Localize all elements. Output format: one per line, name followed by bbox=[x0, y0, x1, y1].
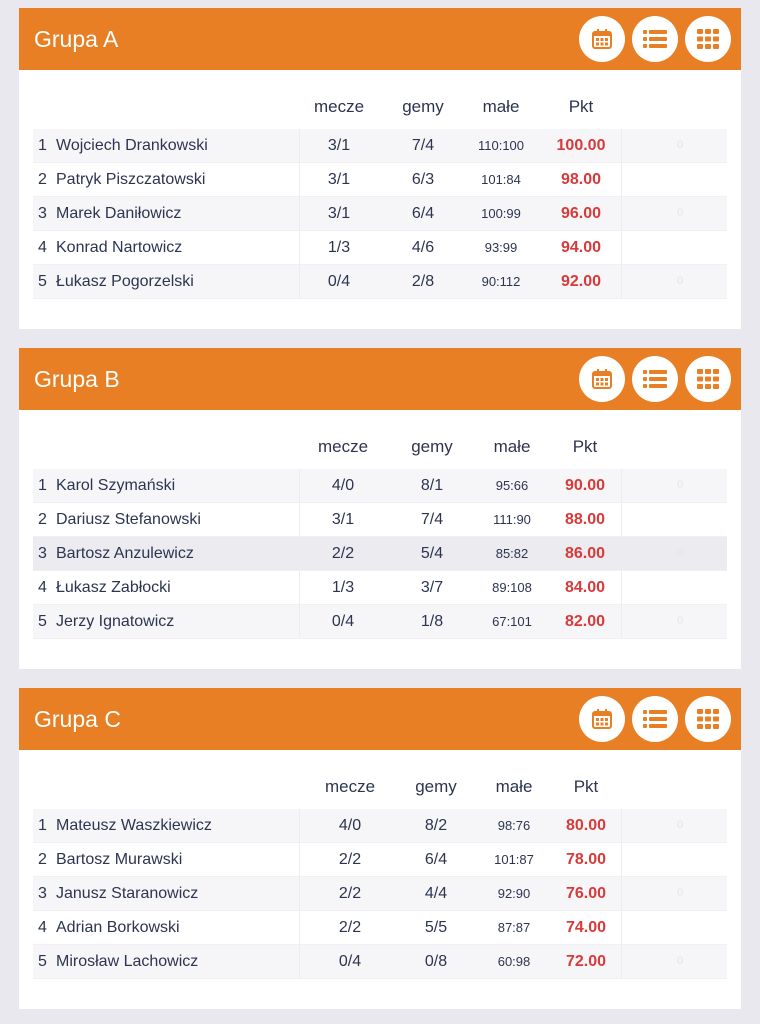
column-divider bbox=[621, 911, 622, 944]
column-divider bbox=[299, 843, 300, 876]
games-value: 1/8 bbox=[420, 613, 444, 630]
matches-value: 4/0 bbox=[331, 477, 355, 494]
column-header-matches: mecze bbox=[313, 97, 365, 116]
group-card bbox=[19, 348, 741, 669]
games-value: 7/4 bbox=[411, 137, 435, 154]
player-rank: 4 bbox=[38, 239, 47, 256]
small-points-value: 90:112 bbox=[481, 274, 521, 289]
column-divider bbox=[621, 843, 622, 876]
group-title: Grupa C bbox=[34, 706, 121, 732]
points-value: 78.00 bbox=[565, 851, 607, 868]
extra-value: 0 bbox=[676, 479, 684, 491]
standings-table bbox=[33, 129, 727, 299]
player-rank: 3 bbox=[38, 885, 47, 902]
group-header bbox=[19, 348, 741, 410]
points-value: 90.00 bbox=[564, 477, 606, 494]
list-button[interactable] bbox=[632, 696, 678, 742]
small-points-value: 98:76 bbox=[497, 818, 531, 833]
matches-value: 1/3 bbox=[331, 579, 355, 596]
player-name: Bartosz Anzulewicz bbox=[56, 545, 194, 562]
extra-value bbox=[665, 911, 695, 944]
player-name: Jerzy Ignatowicz bbox=[56, 613, 175, 630]
extra-value bbox=[665, 503, 695, 536]
column-divider bbox=[621, 197, 622, 230]
small-points-value: 110:100 bbox=[477, 138, 525, 153]
small-points-value: 85:82 bbox=[495, 546, 529, 561]
small-points-value: 100:99 bbox=[481, 206, 521, 221]
column-divider bbox=[621, 503, 622, 536]
column-header-games: gemy bbox=[411, 437, 453, 456]
player-rank: 5 bbox=[38, 613, 47, 630]
table-row[interactable] bbox=[33, 129, 727, 163]
extra-value: 0 bbox=[676, 819, 684, 831]
group-title: Grupa B bbox=[34, 366, 120, 392]
group-card bbox=[19, 688, 741, 1009]
player-name: Łukasz Pogorzelski bbox=[56, 273, 194, 290]
player-name: Bartosz Murawski bbox=[56, 851, 183, 868]
matches-value: 2/2 bbox=[338, 851, 362, 868]
small-points-value: 92:90 bbox=[497, 886, 531, 901]
matches-value: 4/0 bbox=[338, 817, 362, 834]
games-value: 5/4 bbox=[420, 545, 444, 562]
small-points-value: 101:84 bbox=[481, 172, 521, 187]
points-value: 82.00 bbox=[564, 613, 606, 630]
matches-value: 3/1 bbox=[327, 171, 351, 188]
extra-value: 0 bbox=[676, 615, 684, 627]
player-rank: 4 bbox=[38, 579, 47, 596]
extra-value: 0 bbox=[676, 955, 684, 967]
table-row[interactable] bbox=[33, 537, 727, 571]
table-row[interactable] bbox=[33, 809, 727, 843]
grid-icon bbox=[697, 29, 719, 49]
column-divider bbox=[621, 231, 622, 264]
points-value: 84.00 bbox=[564, 579, 606, 596]
column-divider bbox=[621, 265, 622, 298]
games-value: 3/7 bbox=[420, 579, 444, 596]
grid-button[interactable] bbox=[685, 696, 731, 742]
column-divider bbox=[621, 605, 622, 638]
column-divider bbox=[299, 945, 300, 978]
column-divider bbox=[621, 163, 622, 196]
extra-value: 0 bbox=[676, 275, 684, 287]
points-value: 76.00 bbox=[565, 885, 607, 902]
column-divider bbox=[621, 571, 622, 604]
column-header-points: Pkt bbox=[573, 777, 599, 796]
extra-value bbox=[665, 231, 695, 264]
player-rank: 3 bbox=[38, 205, 47, 222]
player-rank: 2 bbox=[38, 171, 47, 188]
group-header bbox=[19, 688, 741, 750]
points-value: 88.00 bbox=[564, 511, 606, 528]
extra-value bbox=[665, 571, 695, 604]
table-row[interactable] bbox=[33, 469, 727, 503]
list-button[interactable] bbox=[632, 356, 678, 402]
player-name: Janusz Staranowicz bbox=[56, 885, 199, 902]
calendar-icon bbox=[591, 28, 613, 50]
games-value: 4/6 bbox=[411, 239, 435, 256]
points-value: 80.00 bbox=[565, 817, 607, 834]
group-title: Grupa A bbox=[34, 26, 119, 52]
games-value: 6/4 bbox=[424, 851, 448, 868]
column-divider bbox=[621, 469, 622, 502]
matches-value: 1/3 bbox=[327, 239, 351, 256]
small-points-value: 89:108 bbox=[492, 580, 532, 595]
table-row[interactable] bbox=[33, 945, 727, 979]
matches-value: 3/1 bbox=[327, 205, 351, 222]
column-divider bbox=[299, 503, 300, 536]
table-row[interactable] bbox=[33, 503, 727, 537]
matches-value: 0/4 bbox=[331, 613, 355, 630]
matches-value: 2/2 bbox=[338, 919, 362, 936]
column-divider bbox=[621, 945, 622, 978]
column-header-matches: mecze bbox=[317, 437, 369, 456]
player-name: Mirosław Lachowicz bbox=[56, 953, 199, 970]
list-button[interactable] bbox=[632, 16, 678, 62]
column-header-games: gemy bbox=[415, 777, 457, 796]
column-divider bbox=[299, 605, 300, 638]
player-rank: 2 bbox=[38, 511, 47, 528]
column-divider bbox=[299, 571, 300, 604]
table-row[interactable] bbox=[33, 605, 727, 639]
points-value: 72.00 bbox=[565, 953, 607, 970]
player-name: Łukasz Zabłocki bbox=[56, 579, 171, 596]
matches-value: 2/2 bbox=[331, 545, 355, 562]
player-rank: 3 bbox=[38, 545, 47, 562]
small-points-value: 60:98 bbox=[497, 954, 531, 969]
small-points-value: 93:99 bbox=[484, 240, 518, 255]
column-divider bbox=[621, 537, 622, 570]
calendar-button[interactable] bbox=[579, 16, 625, 62]
extra-value: 0 bbox=[676, 139, 684, 151]
player-name: Marek Daniłowicz bbox=[56, 205, 182, 222]
player-rank: 2 bbox=[38, 851, 47, 868]
table-row[interactable] bbox=[33, 571, 727, 605]
player-name: Adrian Borkowski bbox=[56, 919, 180, 936]
matches-value: 0/4 bbox=[327, 273, 351, 290]
column-header-points: Pkt bbox=[568, 97, 594, 116]
calendar-icon bbox=[591, 368, 613, 390]
table-row[interactable] bbox=[33, 163, 727, 197]
extra-value: 0 bbox=[676, 207, 684, 219]
calendar-icon bbox=[591, 708, 613, 730]
extra-value: 0 bbox=[676, 547, 684, 559]
grid-button[interactable] bbox=[685, 356, 731, 402]
small-points-value: 111:90 bbox=[493, 512, 531, 527]
table-row[interactable] bbox=[33, 877, 727, 911]
column-header-games: gemy bbox=[402, 97, 444, 116]
table-row[interactable] bbox=[33, 911, 727, 945]
player-rank: 1 bbox=[38, 477, 47, 494]
matches-value: 2/2 bbox=[338, 885, 362, 902]
column-divider bbox=[299, 877, 300, 910]
points-value: 94.00 bbox=[560, 239, 602, 256]
table-row[interactable] bbox=[33, 265, 727, 299]
games-value: 8/2 bbox=[424, 817, 448, 834]
standings-table bbox=[33, 809, 727, 979]
grid-button[interactable] bbox=[685, 16, 731, 62]
table-row[interactable] bbox=[33, 231, 727, 265]
player-name: Dariusz Stefanowski bbox=[56, 511, 201, 528]
player-rank: 1 bbox=[38, 817, 47, 834]
games-value: 7/4 bbox=[420, 511, 444, 528]
matches-value: 3/1 bbox=[331, 511, 355, 528]
column-header-small: małe bbox=[495, 777, 533, 796]
list-icon bbox=[643, 369, 667, 389]
points-value: 92.00 bbox=[560, 273, 602, 290]
player-name: Konrad Nartowicz bbox=[56, 239, 183, 256]
extra-value bbox=[665, 163, 695, 196]
games-value: 5/5 bbox=[424, 919, 448, 936]
player-name: Wojciech Drankowski bbox=[56, 137, 208, 154]
column-divider bbox=[299, 911, 300, 944]
column-divider bbox=[299, 537, 300, 570]
player-name: Patryk Piszczatowski bbox=[56, 171, 206, 188]
games-value: 2/8 bbox=[411, 273, 435, 290]
list-icon bbox=[643, 29, 667, 49]
table-row[interactable] bbox=[33, 197, 727, 231]
player-rank: 5 bbox=[38, 273, 47, 290]
player-name: Karol Szymański bbox=[56, 477, 176, 494]
small-points-value: 87:87 bbox=[497, 920, 531, 935]
group-card bbox=[19, 8, 741, 329]
group-header bbox=[19, 8, 741, 70]
games-value: 6/4 bbox=[411, 205, 435, 222]
standings-table bbox=[33, 469, 727, 639]
points-value: 96.00 bbox=[560, 205, 602, 222]
extra-value: 0 bbox=[676, 887, 684, 899]
small-points-value: 95:66 bbox=[495, 478, 529, 493]
grid-icon bbox=[697, 709, 719, 729]
matches-value: 3/1 bbox=[327, 137, 351, 154]
column-header-points: Pkt bbox=[572, 437, 598, 456]
small-points-value: 67:101 bbox=[492, 614, 532, 629]
calendar-button[interactable] bbox=[579, 356, 625, 402]
points-value: 100.00 bbox=[556, 137, 606, 154]
column-divider bbox=[621, 129, 622, 162]
column-header-matches: mecze bbox=[324, 777, 376, 796]
grid-icon bbox=[697, 369, 719, 389]
matches-value: 0/4 bbox=[338, 953, 362, 970]
games-value: 8/1 bbox=[420, 477, 444, 494]
calendar-button[interactable] bbox=[579, 696, 625, 742]
column-divider bbox=[299, 809, 300, 842]
table-row[interactable] bbox=[33, 843, 727, 877]
points-value: 74.00 bbox=[565, 919, 607, 936]
player-rank: 5 bbox=[38, 953, 47, 970]
games-value: 6/3 bbox=[411, 171, 435, 188]
player-name: Mateusz Waszkiewicz bbox=[56, 817, 212, 834]
extra-value bbox=[665, 843, 695, 876]
points-value: 98.00 bbox=[560, 171, 602, 188]
column-header-small: małe bbox=[493, 437, 531, 456]
list-icon bbox=[643, 709, 667, 729]
small-points-value: 101:87 bbox=[494, 852, 534, 867]
column-divider bbox=[621, 809, 622, 842]
column-divider bbox=[299, 469, 300, 502]
player-rank: 4 bbox=[38, 919, 47, 936]
games-value: 0/8 bbox=[424, 953, 448, 970]
column-divider bbox=[621, 877, 622, 910]
games-value: 4/4 bbox=[424, 885, 448, 902]
column-header-small: małe bbox=[482, 97, 520, 116]
player-rank: 1 bbox=[38, 137, 47, 154]
points-value: 86.00 bbox=[564, 545, 606, 562]
